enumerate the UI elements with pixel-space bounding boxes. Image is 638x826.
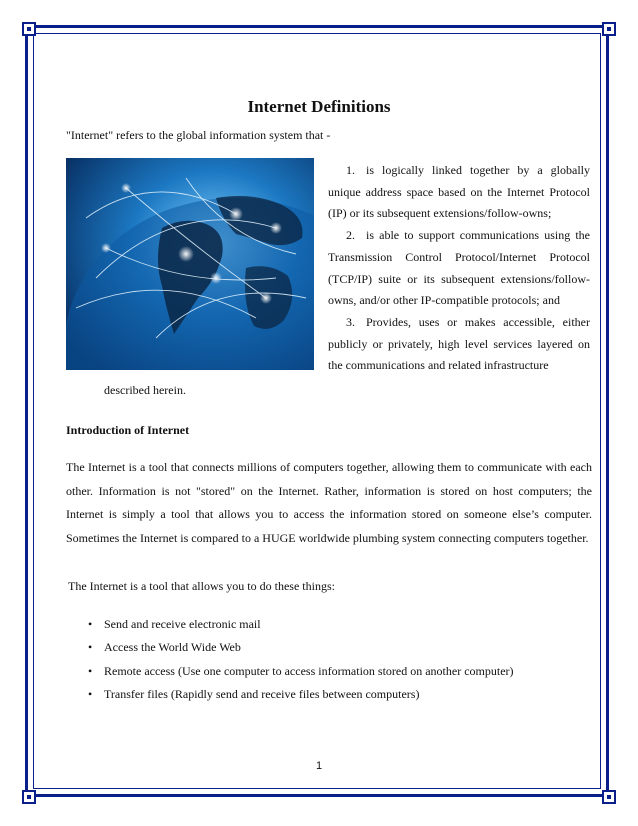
section-heading: Introduction of Internet: [66, 423, 190, 437]
described-line: described herein.: [104, 383, 186, 397]
list-item-number: 2.: [346, 228, 355, 243]
list-item: [328, 312, 590, 377]
list-item: • Send and receive electronic mail: [88, 613, 514, 636]
list-item: • Transfer files (Rapidly send and receive files between computers): [88, 683, 514, 706]
bullet-list: [88, 613, 514, 706]
border-corner-ornament: [22, 22, 36, 36]
list-item-text: Provides, uses or makes accessible, either publicly or privately, high level services layered on the communications and related infrastructure: [328, 314, 590, 373]
list-item: • Remote access (Use one computer to access information stored on another computer): [88, 660, 514, 683]
list-item-text: is logically linked together by a globally unique address space based on the Internet Protocol (IP) or its subsequent extensions/follow-owns;: [328, 163, 590, 221]
page-title: Internet Definitions: [247, 97, 391, 116]
list-item-number: 1.: [346, 163, 355, 177]
page-number: 1: [315, 760, 323, 772]
intro-line: "Internet" refers to the global information system that -: [66, 128, 331, 142]
list-item: [328, 225, 590, 312]
border-corner-ornament: [22, 790, 36, 804]
definition-list: [328, 160, 590, 377]
list-item-text: is able to support communications using the Transmission Control Protocol/Internet Protocol (TCP/IP) suite or its subsequent extensions/follow-owns, and/or other IP-compatible protocols; and: [328, 228, 590, 308]
list-item: • Access the World Wide Web: [88, 636, 514, 659]
globe-network-image: [66, 158, 314, 370]
list-item-number: 3.: [346, 314, 355, 329]
section-paragraph: The Internet is a tool that connects millions of computers together, allowing them to communicate with each other. Information is not "stored" on the Internet. Rather, information is stored on host computers; the Internet is simply a tool that allows you to access the information stored on someone else’s computer. Sometimes the Internet is compared to a HUGE worldwide plumbing system connecting computers together.: [66, 460, 592, 545]
list-lead: The Internet is a tool that allows you to do these things:: [68, 579, 335, 593]
list-item: [328, 160, 590, 225]
border-corner-ornament: [602, 790, 616, 804]
border-corner-ornament: [602, 22, 616, 36]
